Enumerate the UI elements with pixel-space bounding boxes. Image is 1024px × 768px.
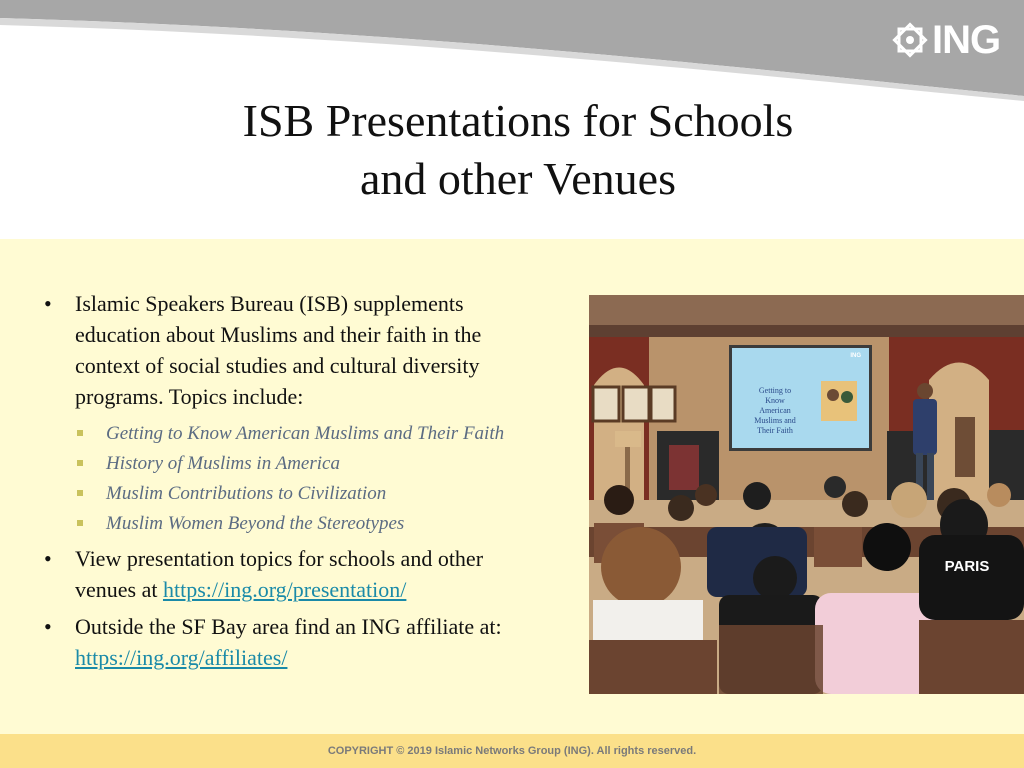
screen-slide-text-line: Know (765, 396, 785, 405)
ing-logo (892, 18, 1012, 62)
bullet-intro (44, 288, 544, 537)
topic-item (75, 480, 544, 507)
slide-title-line-1: ISB Presentations for Schools (242, 95, 794, 146)
topic-text: Muslim Contributions to Civilization (106, 483, 387, 504)
affiliates-link[interactable]: https://ing.org/affiliates/ (75, 645, 288, 670)
screen-slide-text-line: Muslims and (754, 416, 796, 425)
topic-item (75, 450, 544, 477)
classroom-presentation-photo (589, 295, 1024, 694)
classroom-photo-illustration (589, 295, 1024, 694)
screen-slide-text-line: American (759, 406, 791, 415)
square-bullet-icon (77, 520, 83, 526)
topic-item (75, 420, 544, 447)
topic-text: History of Muslims in America (106, 453, 340, 474)
screen-slide-text-line: Getting to (758, 386, 792, 395)
screen-slide-text (754, 386, 796, 435)
bullet-view-topics (44, 543, 544, 605)
bullet-intro-text: Islamic Speakers Bureau (ISB) supplements education about Muslims and their faith in the context of social studies and cultural diversity programs. Topics include: (75, 291, 482, 409)
slide-title (100, 92, 936, 208)
square-bullet-icon (77, 430, 83, 436)
square-bullet-icon (77, 460, 83, 466)
bullet-outside-text: Outside the SF Bay area find an ING affiliate at: (75, 614, 502, 639)
bullet-list (44, 288, 544, 679)
ing-logo-text: ING (932, 18, 1001, 62)
bullet-affiliates (44, 611, 544, 673)
bullet-dot-icon: • (44, 546, 52, 571)
topic-item (75, 510, 544, 537)
ing-logo-emblem-icon (892, 22, 928, 58)
presentation-link[interactable]: https://ing.org/presentation/ (162, 577, 407, 602)
topic-list (75, 420, 544, 537)
topic-text: Muslim Women Beyond the Stereotypes (106, 513, 405, 534)
sweatshirt-text: PARIS (944, 558, 990, 575)
bullet-view-text: View presentation topics for schools and other venues at (75, 546, 484, 602)
slide-title-line-2: and other Venues (360, 153, 676, 204)
screen-slide-text-line: Their Faith (757, 426, 793, 435)
square-bullet-icon (77, 490, 83, 496)
topic-text: Getting to Know American Muslims and Their Faith (106, 423, 505, 444)
screen-slide-logo: ING (850, 353, 861, 359)
bullet-dot-icon: • (44, 614, 52, 639)
copyright-notice: COPYRIGHT © 2019 Islamic Networks Group (ING). All rights reserved. (327, 745, 697, 757)
bullet-dot-icon: • (44, 291, 52, 316)
